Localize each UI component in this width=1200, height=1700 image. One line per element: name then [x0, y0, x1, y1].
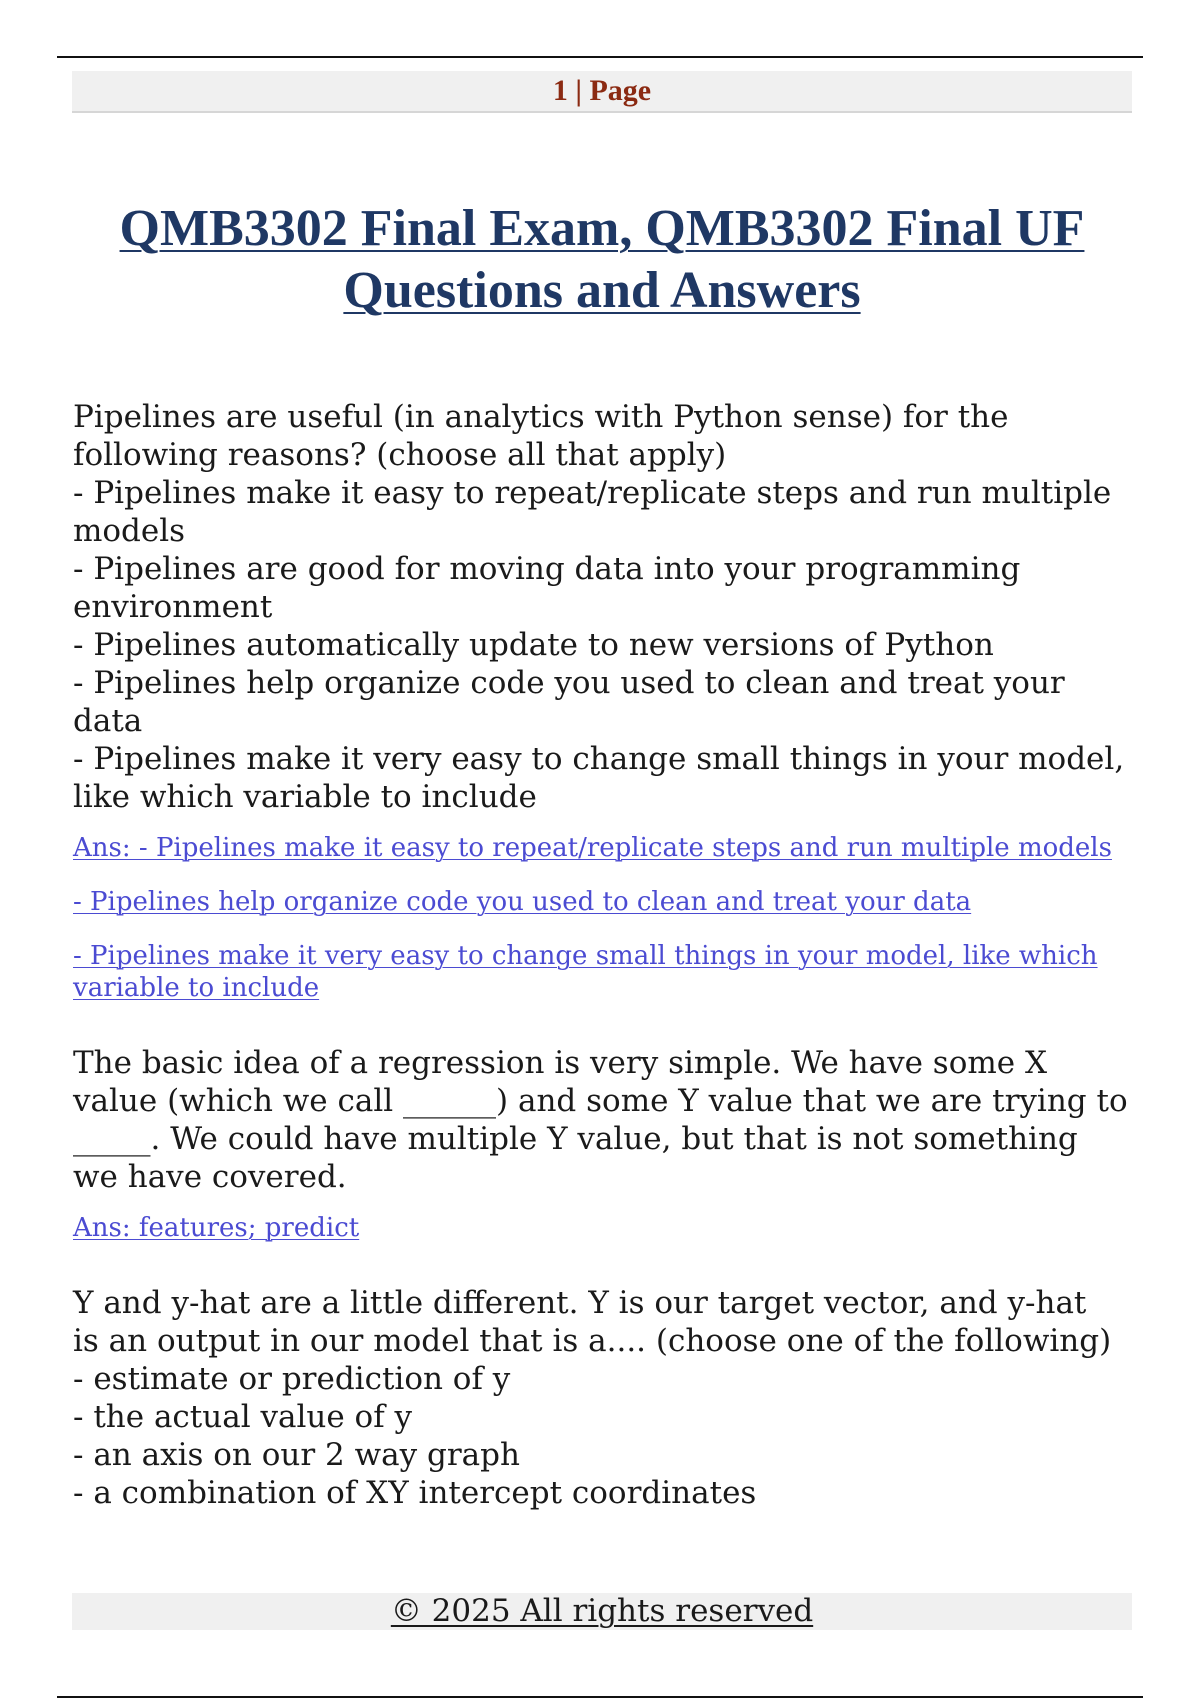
question-line: - Pipelines are good for moving data into your programming — [73, 551, 1021, 587]
question-block-1 — [73, 398, 1135, 1004]
question-line: Y and y-hat are a little different. Y is our target vector, and y-hat — [73, 1285, 1087, 1321]
page-footer — [72, 1593, 1132, 1630]
question-line: like which variable to include — [73, 779, 537, 815]
question-line: - Pipelines make it easy to repeat/replicate steps and run multiple — [73, 475, 1112, 511]
question-block-3 — [73, 1284, 1135, 1512]
content — [73, 398, 1135, 1552]
answer-link[interactable]: - Pipelines make it very easy to change small things in your model, like which variable to include — [73, 941, 1098, 1003]
document-title — [72, 198, 1132, 322]
question-line: we have covered. — [73, 1159, 347, 1195]
answer-list — [73, 1212, 1135, 1244]
document-title-line-2: Questions and Answers — [343, 262, 861, 319]
answer-link[interactable]: - Pipelines help organize code you used to clean and treat your data — [73, 887, 972, 917]
question-line: - Pipelines make it very easy to change small things in your model, — [73, 741, 1125, 777]
top-rule — [57, 56, 1143, 58]
question-line: - the actual value of y — [73, 1399, 413, 1435]
document-title-line-1: QMB3302 Final Exam, QMB3302 Final UF — [119, 200, 1085, 257]
question-text — [73, 1044, 1135, 1196]
question-text — [73, 1284, 1135, 1512]
page-header — [72, 71, 1132, 113]
question-line: data — [73, 703, 143, 739]
question-line: environment — [73, 589, 273, 625]
answer-list — [73, 832, 1135, 1004]
question-line: - Pipelines automatically update to new versions of Python — [73, 627, 994, 663]
question-line: value (which we call ______) and some Y value that we are trying to — [73, 1083, 1128, 1119]
question-line: _____. We could have multiple Y value, but that is not something — [73, 1121, 1078, 1157]
question-line: - an axis on our 2 way graph — [73, 1437, 520, 1473]
question-line: is an output in our model that is a.... (choose one of the following) — [73, 1323, 1112, 1359]
answer-link[interactable]: Ans: features; predict — [73, 1213, 360, 1243]
answer-link[interactable]: Ans: - Pipelines make it easy to repeat/replicate steps and run multiple models — [73, 833, 1112, 863]
question-line: - Pipelines help organize code you used to clean and treat your — [73, 665, 1065, 701]
question-line: models — [73, 513, 186, 549]
bottom-rule — [57, 1696, 1143, 1698]
copyright-text: © 2025 All rights reserved — [390, 1593, 814, 1629]
question-text — [73, 398, 1135, 816]
question-line: following reasons? (choose all that apply) — [73, 437, 727, 473]
page-number-label: 1 | Page — [552, 74, 652, 107]
question-line: The basic idea of a regression is very simple. We have some X — [73, 1045, 1048, 1081]
question-line: - estimate or prediction of y — [73, 1361, 511, 1397]
question-block-2 — [73, 1044, 1135, 1244]
question-line: Pipelines are useful (in analytics with Python sense) for the — [73, 399, 1009, 435]
question-line: - a combination of XY intercept coordinates — [73, 1475, 757, 1511]
